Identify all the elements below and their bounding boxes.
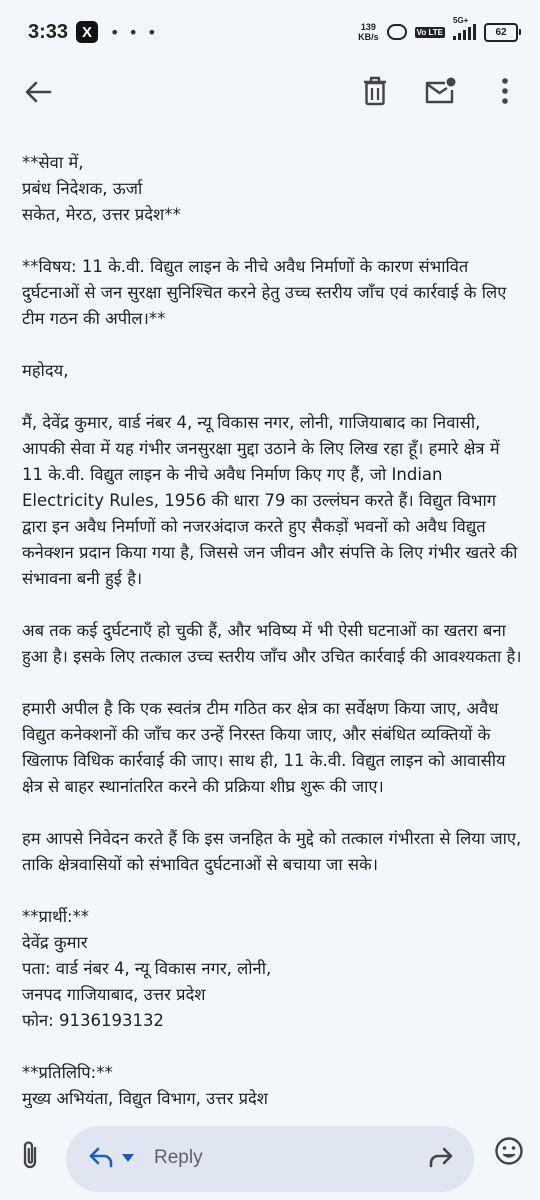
network-speed-value: 139: [360, 22, 376, 32]
chevron-down-icon[interactable]: [122, 1154, 134, 1162]
email-salutation: महोदय,: [22, 361, 69, 380]
email-paragraph: मैं, देवेंद्र कुमार, वार्ड नंबर 4, न्यू विकास नगर, लोनी, गाजियाबाद का निवासी, आपकी सेवा में यह गंभीर जनसुरक्षा मुद्दा उठाने के लिए लिख रहा हूँ। हमारे क्षेत्र में 11 के.वी. विद्युत लाइन के नीचे अवैध निर्माण किए गए हैं, जो Indian Electricity Rules, 1956 की धारा 79 का उल्लंघन करते हैं। विद्युत विभाग द्वारा इन अवैध निर्माणों को नजरअंदाज करते हुए सैकड़ों भवनों को अवैध विद्युत कनेक्शन प्रदान किया गया है, जिससे जन जीवन और संपत्ति के लिए गंभीर खतरे की संभावना बनी हुई है।: [22, 413, 518, 588]
status-indicators: [358, 16, 518, 42]
email-signature: **प्रार्थी:** देवेंद्र कुमार पता: वार्ड नंबर 4, न्यू विकास नगर, लोनी, जनपद गाजियाबाद, उत्तर प्रदेश फोन: 9136193132: [22, 907, 272, 1030]
battery-icon: 62: [484, 23, 518, 42]
email-paragraph: हमारी अपील है कि एक स्वतंत्र टीम गठित कर क्षेत्र का सर्वेक्षण किया जाए, अवैध विद्युत कनेक्शनों की जाँच कर उन्हें निरस्त किया जाए, और संबंधित व्यक्तियों के खिलाफ विधिक कार्रवाई की जाए। साथ ही, 11 के.वी. विद्युत लाइन को आवासीय क्षेत्र से बाहर स्थानांतरित करने की प्रक्रिया शीघ्र शुरू की जाए।: [22, 699, 506, 796]
network-speed-unit: KB/s: [358, 32, 379, 42]
network-speed: [358, 22, 379, 42]
email-body: [22, 150, 522, 1138]
attachment-icon[interactable]: [18, 1138, 42, 1172]
status-bar: [0, 0, 540, 64]
forward-icon[interactable]: [426, 1146, 454, 1168]
app-bar: [0, 64, 540, 120]
email-paragraph: अब तक कई दुर्घटनाएँ हो चुकी हैं, और भविष्य में भी ऐसी घटनाओं का खतरा बना हुआ है। इसके लिए तत्काल उच्च स्तरीय जाँच और उचित कार्रवाई की आवश्यकता है।: [22, 621, 522, 666]
mail-unread-icon[interactable]: [424, 76, 456, 106]
trash-icon[interactable]: [362, 76, 388, 106]
more-notifications-icon: • • •: [110, 22, 159, 42]
x-app-icon: X: [76, 21, 98, 43]
reply-input[interactable]: [66, 1126, 474, 1192]
status-time: 3:33: [28, 20, 69, 43]
arrow-left-icon[interactable]: [22, 76, 54, 108]
emoji-icon[interactable]: [494, 1136, 524, 1166]
email-cc-block: **प्रतिलिपि:** मुख्य अभियंता, विद्युत विभाग, उत्तर प्रदेश: [22, 1063, 268, 1108]
reply-icon[interactable]: [88, 1146, 114, 1168]
reply-bar: [0, 1108, 540, 1200]
volte-badge: Vo LTE: [416, 27, 443, 37]
reply-placeholder: Reply: [154, 1147, 203, 1168]
more-vert-icon[interactable]: [498, 76, 512, 106]
email-recipient-block: **सेवा में, प्रबंध निदेशक, ऊर्जा सकेत, मेरठ, उत्तर प्रदेश**: [22, 153, 181, 224]
hotspot-link-icon: [387, 24, 407, 40]
signal-icon: [453, 16, 476, 40]
network-type: 5G+: [453, 16, 469, 25]
email-subject: **विषय: 11 के.वी. विद्युत लाइन के नीचे अवैध निर्माणों के कारण संभावित दुर्घटनाओं से जन सुरक्षा सुनिश्चित करने हेतु उच्च स्तरीय जाँच एवं कार्रवाई के लिए टीम गठन की अपील।**: [22, 257, 507, 328]
email-paragraph: हम आपसे निवेदन करते हैं कि इस जनहित के मुद्दे को तत्काल गंभीरता से लिया जाए, ताकि क्षेत्रवासियों को संभावित दुर्घटनाओं से बचाया जा सके।: [22, 829, 522, 874]
